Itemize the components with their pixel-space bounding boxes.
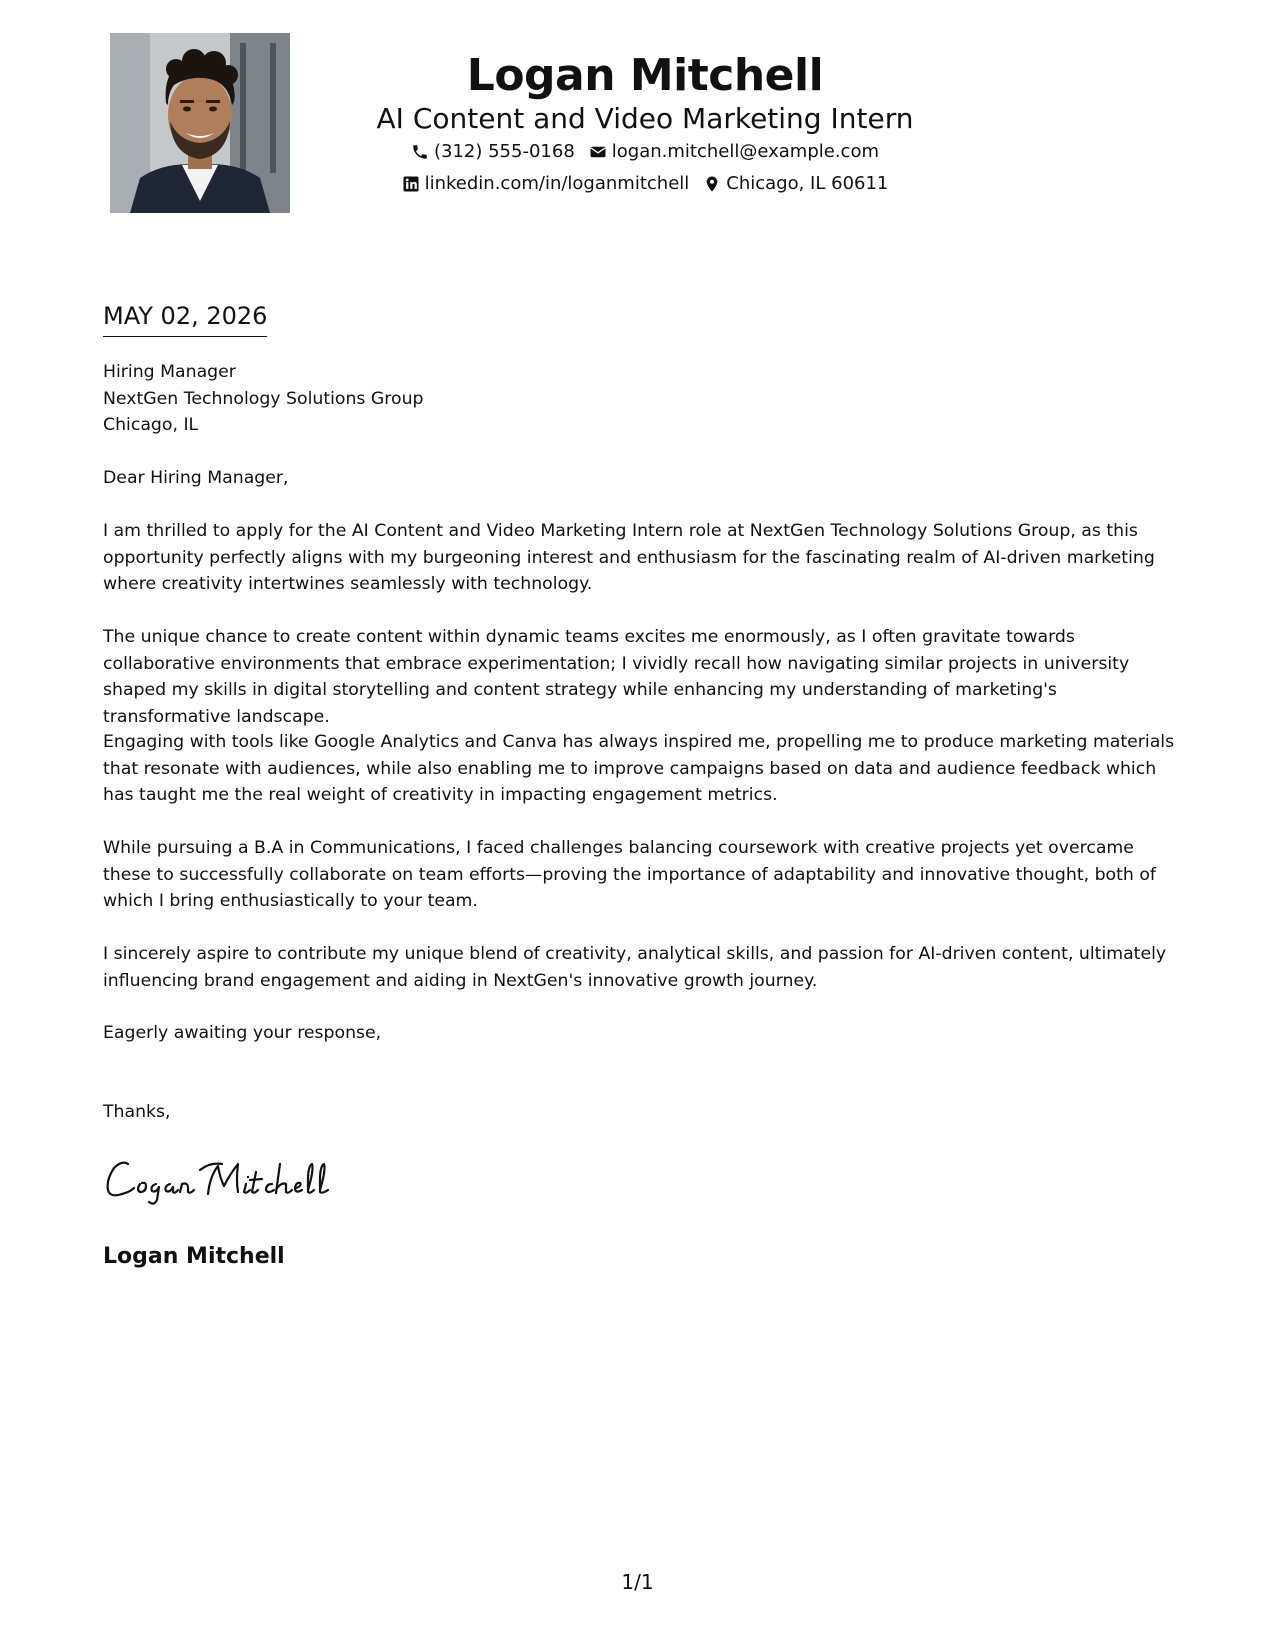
linkedin-url: linkedin.com/in/loganmitchell <box>424 173 690 194</box>
applicant-name: Logan Mitchell <box>466 50 824 101</box>
applicant-title: AI Content and Video Marketing Intern <box>376 102 914 135</box>
location-text: Chicago, IL 60611 <box>726 173 889 194</box>
closing-line: Eagerly awaiting your response, <box>103 1023 382 1043</box>
signer-name: Logan Mitchell <box>103 1244 285 1269</box>
thanks-line: Thanks, <box>103 1102 171 1122</box>
map-pin-icon <box>703 175 721 193</box>
contact-row-1 <box>330 136 960 168</box>
letter-date: MAY 02, 2026 <box>103 300 267 337</box>
linkedin-contact[interactable] <box>402 168 690 200</box>
page-number: 1/1 <box>621 1570 654 1594</box>
letter-header <box>330 48 960 200</box>
email-contact[interactable] <box>589 136 879 168</box>
body-paragraph: Engaging with tools like Google Analytics and Canva has always inspired me, propelling me to produce marketing materials that resonate with audiences, while also enabling me to improve campaigns based on data and audience feedback which has taught me the real weight of creativity in impacting engagement metrics. <box>103 732 1175 805</box>
salutation: Dear Hiring Manager, <box>103 468 289 488</box>
location-contact <box>703 168 888 200</box>
email-address: logan.mitchell@example.com <box>611 141 879 162</box>
body-paragraph: I sincerely aspire to contribute my unique blend of creativity, analytical skills, and passion for AI-driven content, ultimately influencing brand engagement and aiding in NextGen's innovative growth journey. <box>103 944 1167 991</box>
recipient-line: Chicago, IL <box>103 415 199 435</box>
contact-row-2 <box>330 168 960 200</box>
phone-icon <box>411 143 429 161</box>
phone-contact <box>411 136 575 168</box>
body-paragraph: While pursuing a B.A in Communications, I faced challenges balancing coursework with creative projects yet overcame these to successfully collaborate on team efforts—proving the importance of adaptability and innovative thought, both of which I bring enthusiastically to your team. <box>103 838 1156 911</box>
body-paragraph: I am thrilled to apply for the AI Content and Video Marketing Intern role at NextGen Technology Solutions Group, as this opportunity perfectly aligns with my burgeoning interest and enthusiasm for the fascinating realm of AI-driven marketing where creativity intertwines seamlessly with technology. <box>103 521 1155 594</box>
linkedin-icon <box>402 175 420 193</box>
recipient-line: NextGen Technology Solutions Group <box>103 388 424 409</box>
recipient-line: Hiring Manager <box>103 362 236 382</box>
profile-photo <box>110 33 290 213</box>
phone-number: (312) 555-0168 <box>433 141 575 162</box>
envelope-icon <box>589 143 607 161</box>
handwritten-signature <box>100 1150 340 1210</box>
recipient-block <box>103 359 1178 439</box>
body-paragraph: The unique chance to create content within dynamic teams excites me enormously, as I often gravitate towards collaborative environments that embrace experimentation; I vividly recall how navigating similar projects in university shaped my skills in digital storytelling and content strategy while enhancing my understanding of marketing's transformative landscape. <box>103 627 1130 727</box>
